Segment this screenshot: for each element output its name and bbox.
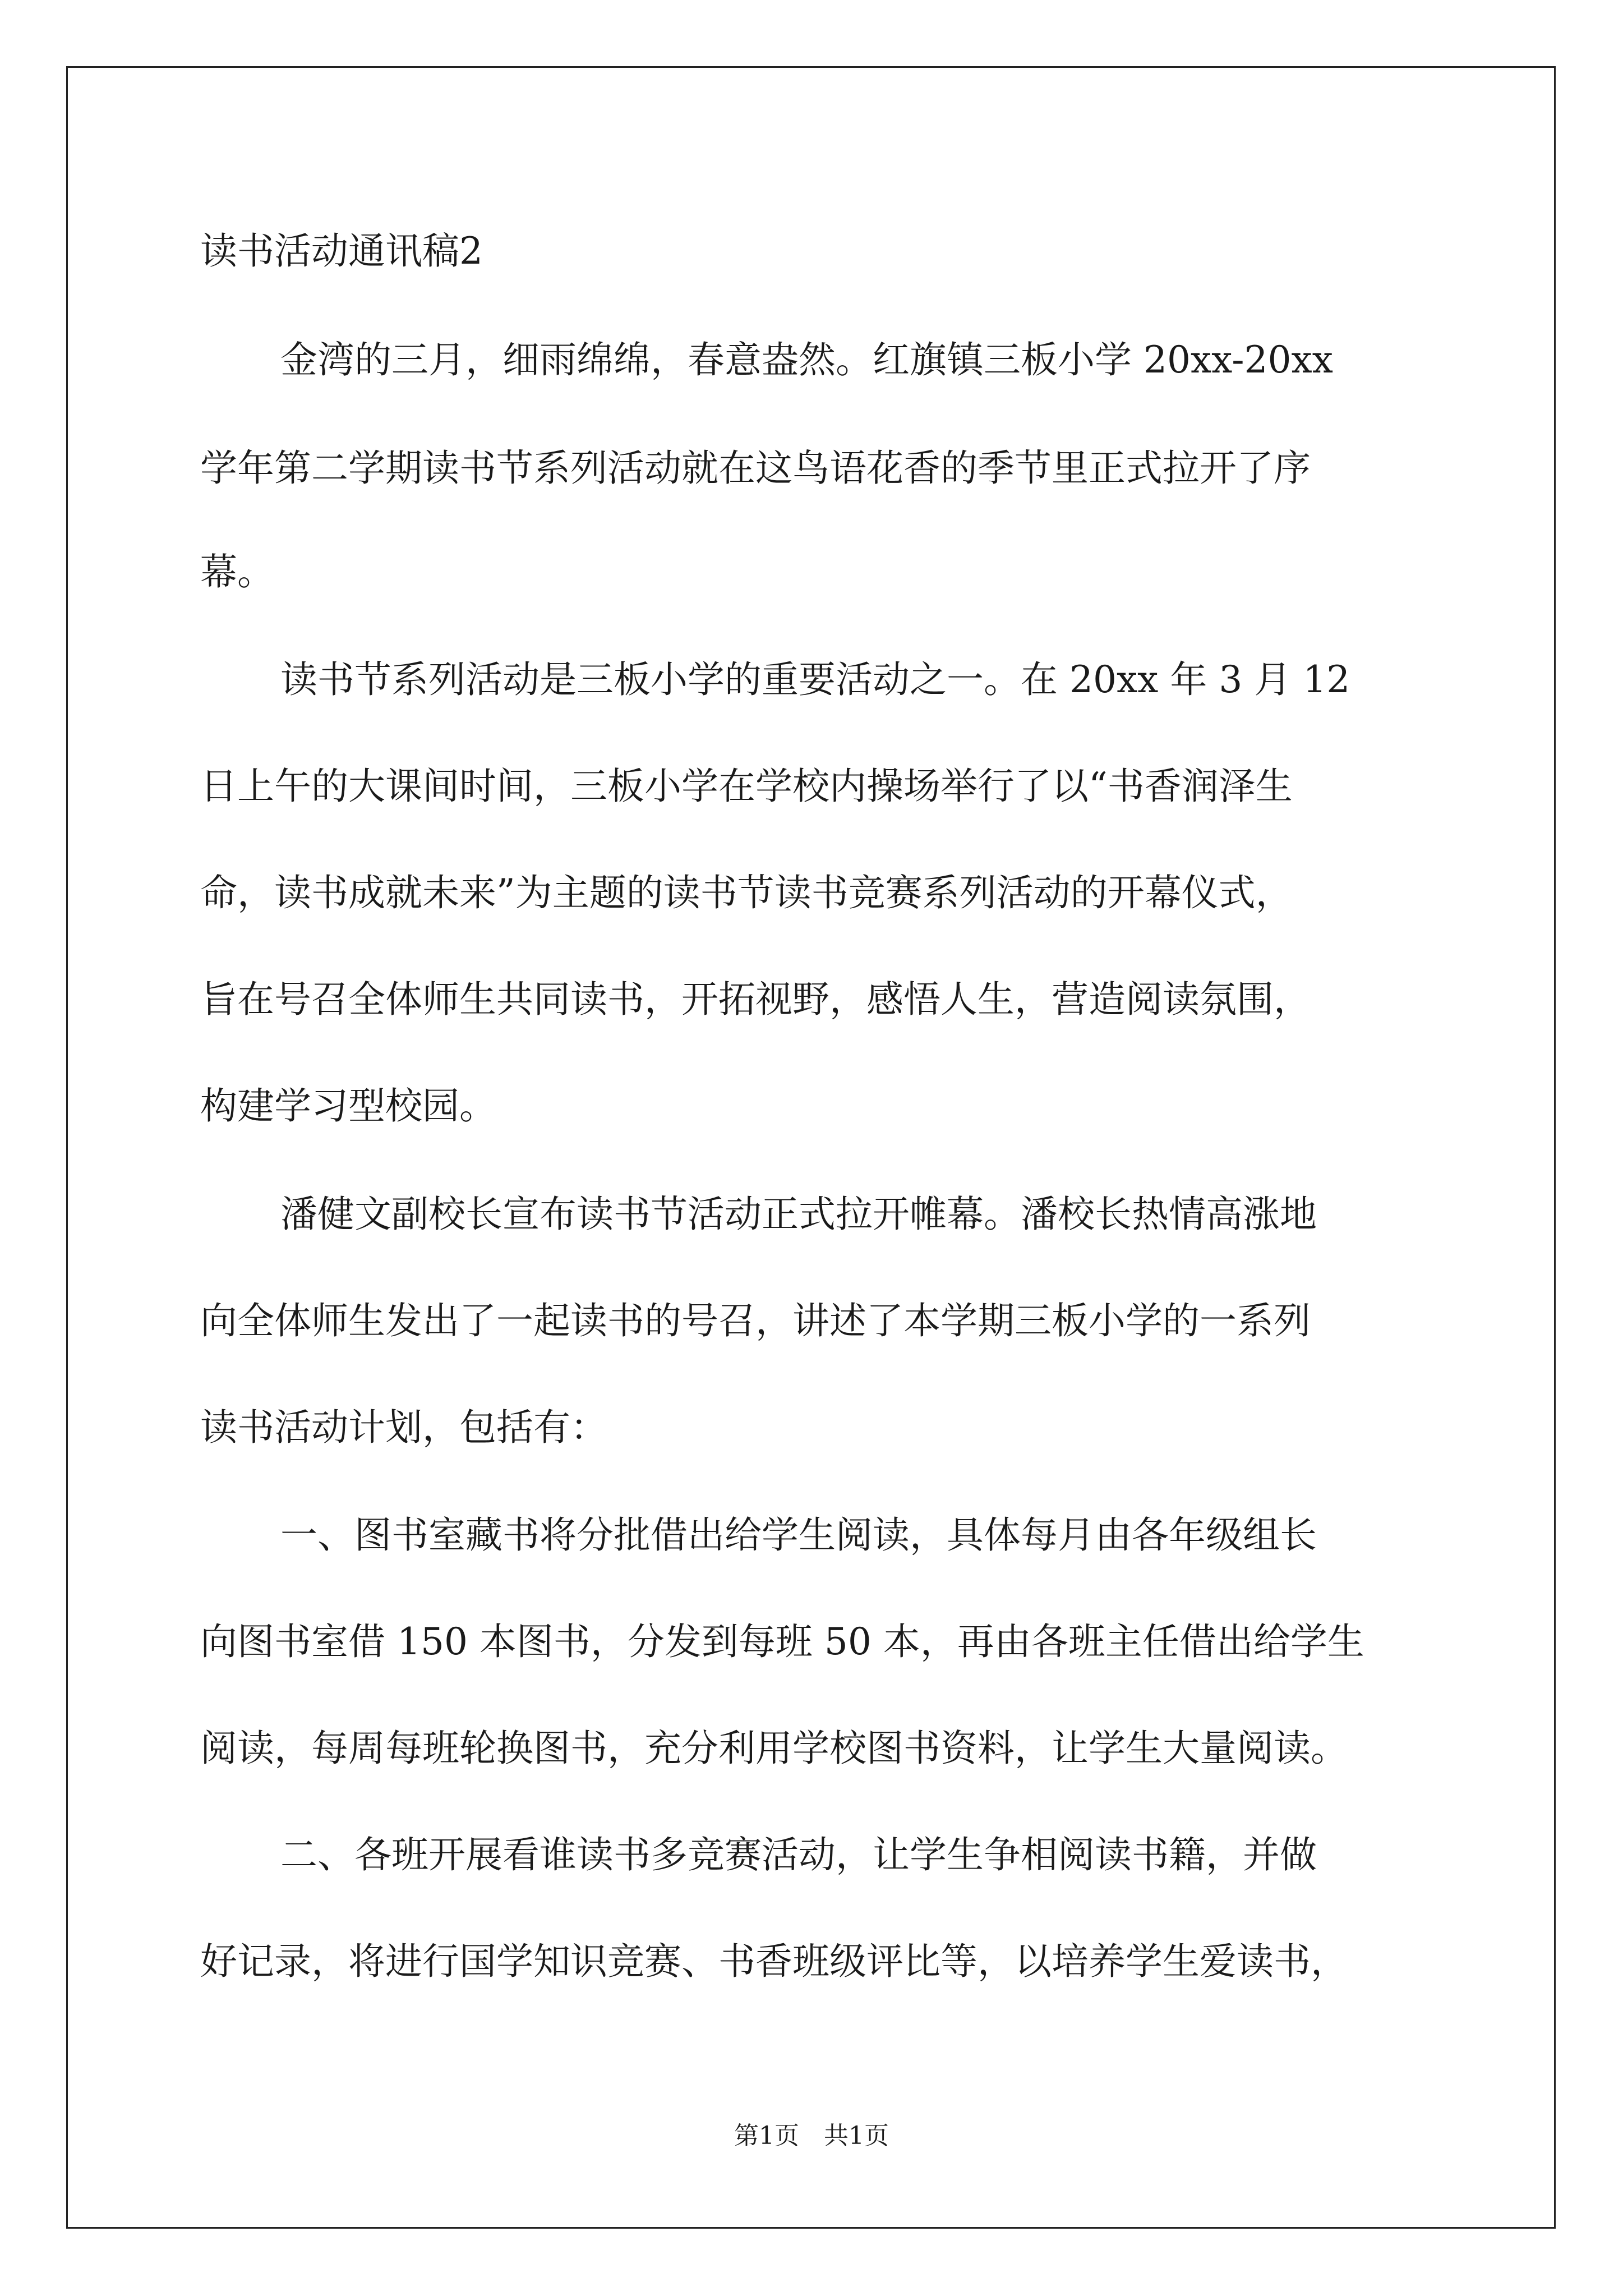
page-border	[66, 66, 1556, 2229]
text-line: 二、各班开展看谁读书多竞赛活动，让学生争相阅读书籍，并做	[280, 1833, 1317, 1876]
text-line: 日上午的大课间时间，三板小学在学校内操场举行了以“书香润泽生	[200, 765, 1293, 808]
text-line: 学年第二学期读书节系列活动就在这鸟语花香的季节里正式拉开了序	[200, 447, 1311, 490]
text-line: 命，读书成就未来”为主题的读书节读书竞赛系列活动的开幕仪式，	[200, 871, 1293, 914]
text-line: 一、图书室藏书将分批借出给学生阅读，具体每月由各年级组长	[280, 1513, 1317, 1557]
text-line: 向全体师生发出了一起读书的号召，讲述了本学期三板小学的一系列	[200, 1299, 1311, 1342]
text-line: 旨在号召全体师生共同读书，开拓视野，感悟人生，营造阅读氛围，	[200, 978, 1311, 1021]
text-line: 阅读，每周每班轮换图书，充分利用学校图书资料，让学生大量阅读。	[200, 1727, 1348, 1770]
page-footer: 第1页 共1页	[734, 2122, 889, 2150]
text-line: 金湾的三月，细雨绵绵，春意盎然。红旗镇三板小学 20xx-20xx	[280, 338, 1333, 381]
text-line: 读书节系列活动是三板小学的重要活动之一。在 20xx 年 3 月 12	[280, 658, 1350, 701]
text-line: 向图书室借 150 本图书，分发到每班 50 本，再由各班主任借出给学生	[200, 1620, 1364, 1663]
text-line: 好记录，将进行国学知识竞赛、书香班级评比等，以培养学生爱读书，	[200, 1940, 1348, 1983]
text-line: 读书活动计划，包括有：	[200, 1406, 607, 1449]
text-line: 构建学习型校园。	[200, 1084, 496, 1128]
document-title: 读书活动通讯稿2	[200, 229, 483, 273]
text-line: 幕。	[200, 550, 274, 593]
text-line: 潘健文副校长宣布读书节活动正式拉开帷幕。潘校长热情高涨地	[280, 1193, 1317, 1236]
